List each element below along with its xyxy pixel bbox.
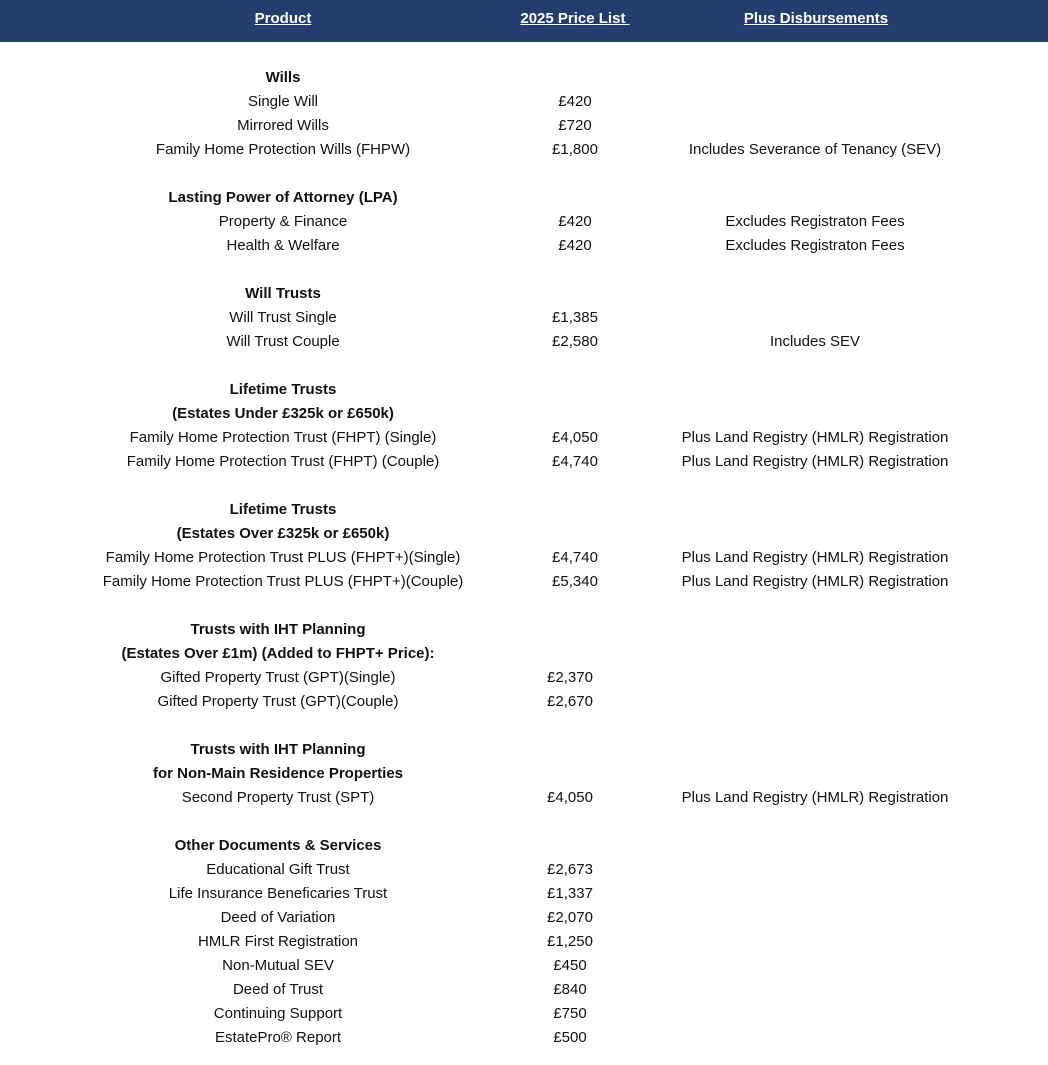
product-name: Family Home Protection Trust (FHPT) (Single) xyxy=(129,429,437,446)
section-heading-row xyxy=(0,834,1048,858)
spacer-row xyxy=(0,714,1048,738)
product-disbursement-note: Plus Land Registry (HMLR) Registration xyxy=(681,549,949,566)
product-name: HMLR First Registration xyxy=(197,933,359,950)
table-row xyxy=(0,930,1048,954)
section-heading-row xyxy=(0,762,1048,786)
product-price: £1,385 xyxy=(552,309,598,326)
product-price: £420 xyxy=(558,237,592,254)
product-price: £4,740 xyxy=(552,453,598,470)
product-price: £840 xyxy=(553,981,587,998)
table-row xyxy=(0,306,1048,330)
product-name: Life Insurance Beneficaries Trust xyxy=(168,885,388,902)
table-row xyxy=(0,234,1048,258)
table-row xyxy=(0,690,1048,714)
spacer-row xyxy=(0,474,1048,498)
table-row xyxy=(0,882,1048,906)
price-list-table xyxy=(0,66,1048,1050)
section-heading: Lifetime Trusts xyxy=(229,501,337,518)
section-heading-row xyxy=(0,402,1048,426)
product-disbursement-note: Plus Land Registry (HMLR) Registration xyxy=(681,453,949,470)
table-row xyxy=(0,210,1048,234)
table-row xyxy=(0,978,1048,1002)
product-price: £2,673 xyxy=(547,861,593,878)
product-price: £420 xyxy=(558,213,592,230)
spacer-row xyxy=(0,354,1048,378)
product-disbursement-note: Plus Land Registry (HMLR) Registration xyxy=(681,789,949,806)
product-name: Second Property Trust (SPT) xyxy=(181,789,375,806)
table-row xyxy=(0,450,1048,474)
product-name: Property & Finance xyxy=(218,213,348,230)
section-heading-row xyxy=(0,378,1048,402)
product-price: £720 xyxy=(558,117,592,134)
section-heading: Lifetime Trusts xyxy=(229,381,337,398)
spacer-row xyxy=(0,810,1048,834)
table-header xyxy=(0,0,1048,42)
product-price: £1,800 xyxy=(552,141,598,158)
product-price: £4,050 xyxy=(552,429,598,446)
table-row xyxy=(0,546,1048,570)
product-name: Family Home Protection Trust PLUS (FHPT+)(Single) xyxy=(105,549,461,566)
section-heading-row xyxy=(0,642,1048,666)
table-row xyxy=(0,114,1048,138)
section-heading: Lasting Power of Attorney (LPA) xyxy=(168,189,398,206)
product-price: £750 xyxy=(553,1005,587,1022)
table-row xyxy=(0,954,1048,978)
product-name: Single Will xyxy=(247,93,319,110)
product-price: £2,670 xyxy=(547,693,593,710)
product-price: £4,050 xyxy=(547,789,593,806)
product-name: Mirrored Wills xyxy=(237,117,329,134)
product-price: £4,740 xyxy=(552,549,598,566)
table-row xyxy=(0,426,1048,450)
table-row xyxy=(0,1026,1048,1050)
section-heading: Trusts with IHT Planning xyxy=(190,621,366,638)
spacer-row xyxy=(0,594,1048,618)
table-row xyxy=(0,906,1048,930)
table-row xyxy=(0,570,1048,594)
product-name: Deed of Variation xyxy=(220,909,336,926)
product-name: Health & Welfare xyxy=(226,237,340,254)
product-name: Educational Gift Trust xyxy=(206,861,350,878)
section-heading: Will Trusts xyxy=(245,285,321,302)
section-heading-row xyxy=(0,498,1048,522)
product-price: £2,070 xyxy=(547,909,593,926)
table-row xyxy=(0,858,1048,882)
section-heading-row xyxy=(0,66,1048,90)
product-name: Gifted Property Trust (GPT)(Couple) xyxy=(157,693,399,710)
product-disbursement-note: Includes Severance of Tenancy (SEV) xyxy=(688,141,942,158)
table-row xyxy=(0,330,1048,354)
header-product: Product xyxy=(254,10,312,27)
header-disbursements: Plus Disbursements xyxy=(743,10,889,27)
section-heading: Trusts with IHT Planning xyxy=(190,741,366,758)
product-disbursement-note: Plus Land Registry (HMLR) Registration xyxy=(681,573,949,590)
product-name: Family Home Protection Trust (FHPT) (Couple) xyxy=(126,453,440,470)
table-row xyxy=(0,786,1048,810)
product-price: £450 xyxy=(553,957,587,974)
product-price: £1,250 xyxy=(547,933,593,950)
table-row xyxy=(0,1002,1048,1026)
product-price: £2,580 xyxy=(552,333,598,350)
table-row xyxy=(0,90,1048,114)
product-price: £1,337 xyxy=(547,885,593,902)
product-price: £5,340 xyxy=(552,573,598,590)
section-heading: (Estates Over £1m) (Added to FHPT+ Price): xyxy=(121,645,435,662)
product-name: Will Trust Couple xyxy=(226,333,340,350)
section-heading-row xyxy=(0,738,1048,762)
product-price: £420 xyxy=(558,93,592,110)
spacer-row xyxy=(0,258,1048,282)
section-heading-row xyxy=(0,522,1048,546)
section-heading: (Estates Under £325k or £650k) xyxy=(172,405,394,422)
product-name: Will Trust Single xyxy=(229,309,337,326)
product-name: Deed of Trust xyxy=(232,981,324,998)
product-name: Family Home Protection Trust PLUS (FHPT+)(Couple) xyxy=(102,573,464,590)
section-heading-row xyxy=(0,186,1048,210)
section-heading: Other Documents & Services xyxy=(174,837,382,854)
product-price: £500 xyxy=(553,1029,587,1046)
product-name: Gifted Property Trust (GPT)(Single) xyxy=(160,669,396,686)
section-heading-row xyxy=(0,282,1048,306)
table-row xyxy=(0,666,1048,690)
section-heading: (Estates Over £325k or £650k) xyxy=(176,525,390,542)
header-price-list: 2025 Price List xyxy=(520,10,630,27)
product-name: EstatePro® Report xyxy=(214,1029,342,1046)
section-heading: Wills xyxy=(265,69,301,86)
table-row xyxy=(0,138,1048,162)
product-name: Continuing Support xyxy=(213,1005,343,1022)
product-disbursement-note: Plus Land Registry (HMLR) Registration xyxy=(681,429,949,446)
section-heading-row xyxy=(0,618,1048,642)
product-disbursement-note: Excludes Registraton Fees xyxy=(725,237,905,254)
product-price: £2,370 xyxy=(547,669,593,686)
product-name: Non-Mutual SEV xyxy=(222,957,334,974)
spacer-row xyxy=(0,162,1048,186)
product-disbursement-note: Excludes Registraton Fees xyxy=(725,213,905,230)
product-disbursement-note: Includes SEV xyxy=(769,333,861,350)
section-heading: for Non-Main Residence Properties xyxy=(152,765,404,782)
product-name: Family Home Protection Wills (FHPW) xyxy=(155,141,411,158)
